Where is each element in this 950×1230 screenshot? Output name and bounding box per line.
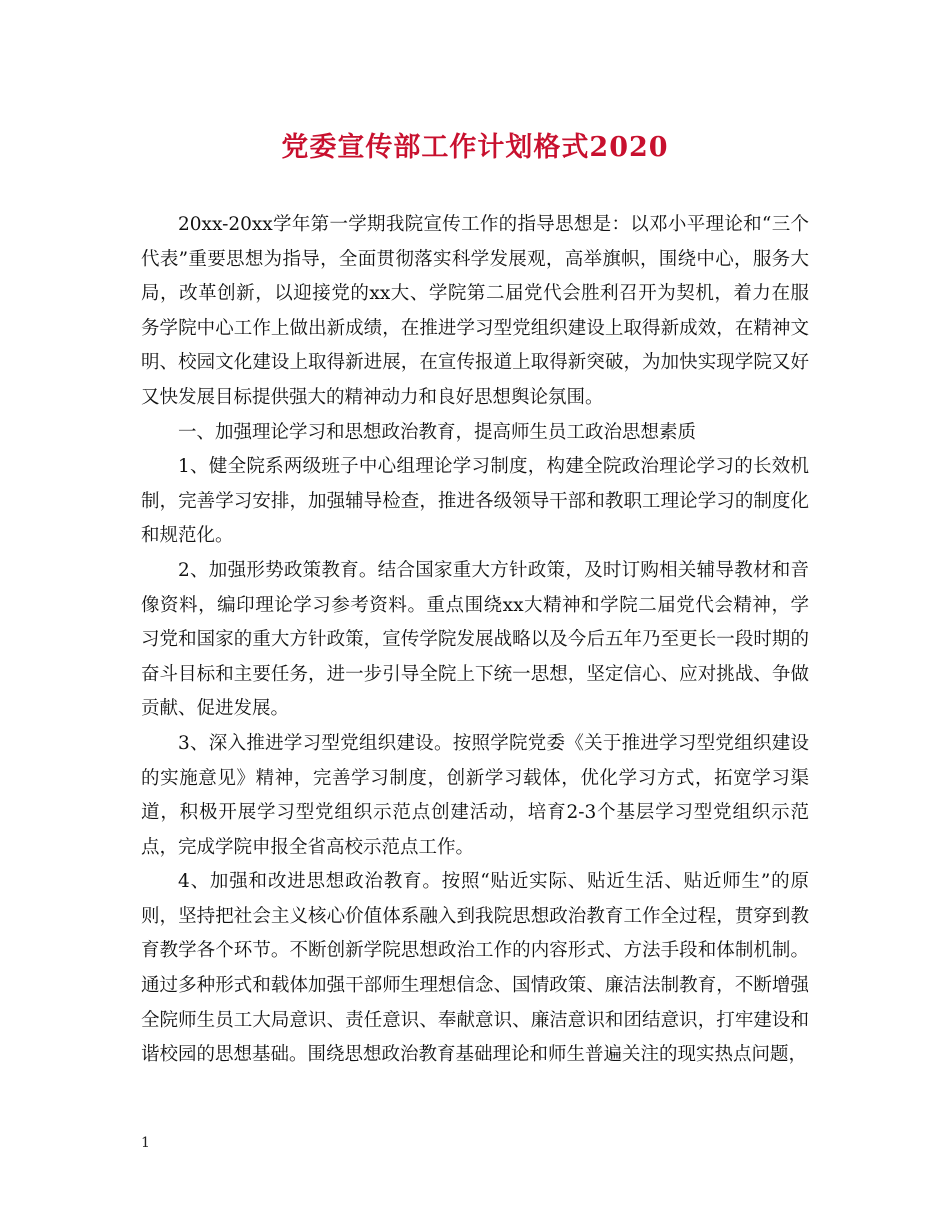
paragraph-item-2: 2、加强形势政策教育。结合国家重大方针政策，及时订购相关辅导教材和音像资料，编印理论学习参考资料。重点围绕xx大精神和学院二届党代会精神，学习党和国家的重大方针政策，宣传学院发展战略以及今后五年乃至更长一段时期的奋斗目标和主要任务，进一步引导全院上下统一思想，坚定信心、应对挑战、争做贡献、促进发展。 <box>141 559 809 720</box>
document-body <box>141 208 809 1073</box>
paragraph-item-3: 3、深入推进学习型党组织建设。按照学院党委《关于推进学习型党组织建设的实施意见》精神，完善学习制度，创新学习载体，优化学习方式，拓宽学习渠道，积极开展学习型党组织示范点创建活动，培育2-3个基层学习型党组织示范点，完成学院申报全省高校示范点工作。 <box>141 732 809 858</box>
paragraph-intro: 20xx-20xx学年第一学期我院宣传工作的指导思想是：以邓小平理论和“三个代表”重要思想为指导，全面贯彻落实科学发展观，高举旗帜，围绕中心，服务大局，改革创新，以迎接党的xx大、学院第二届党代会胜利召开为契机，着力在服务学院中心工作上做出新成绩，在推进学习型党组织建设上取得新成效，在精神文明、校园文化建设上取得新进展，在宣传报道上取得新突破，为加快实现学院又好又快发展目标提供强大的精神动力和良好思想舆论氛围。 <box>141 214 809 408</box>
paragraph-item-4: 4、加强和改进思想政治教育。按照“贴近实际、贴近生活、贴近师生”的原则，坚持把社会主义核心价值体系融入到我院思想政治教育工作全过程，贯穿到教育教学各个环节。不断创新学院思想政治工作的内容形式、方法手段和体制机制。通过多种形式和载体加强干部师生理想信念、国情政策、廉洁法制教育，不断增强全院师生员工大局意识、责任意识、奉献意识、廉洁意识和团结意识，打牢建设和谐校园的思想基础。围绕思想政治教育基础理论和师生普遍关注的现实热点问题， <box>141 871 809 1066</box>
paragraph-item-1: 1、健全院系两级班子中心组理论学习制度，构建全院政治理论学习的长效机制，完善学习安排，加强辅导检查，推进各级领导干部和教职工理论学习的制度化和规范化。 <box>141 456 809 547</box>
document-title: 党委宣传部工作计划格式2020 <box>281 132 669 163</box>
section-heading-1: 一、加强理论学习和思想政治教育，提高师生员工政治思想素质 <box>178 421 697 443</box>
page-number: 1 <box>141 1135 150 1151</box>
